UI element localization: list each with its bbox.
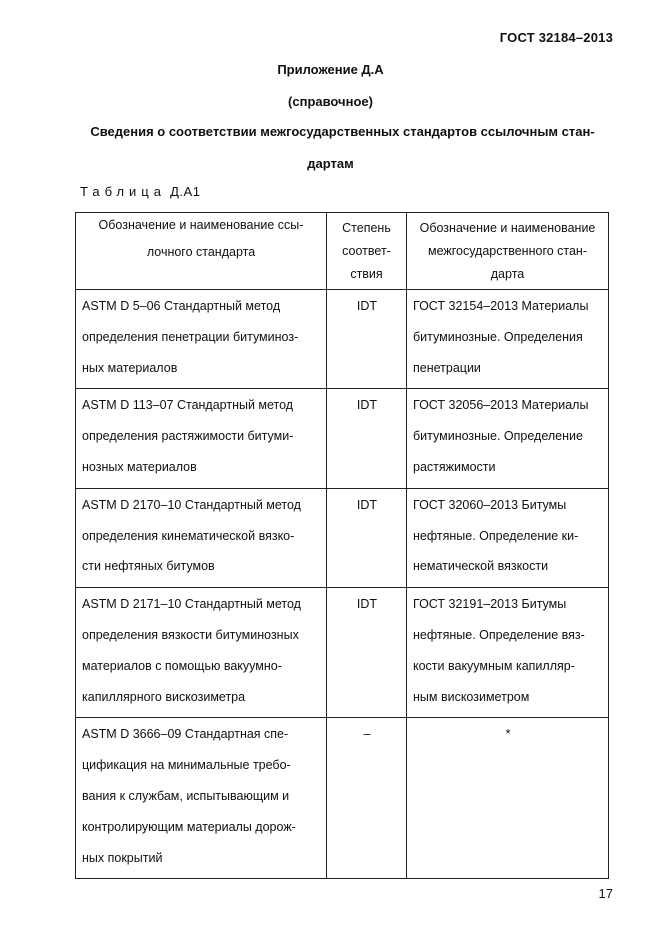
interstate-standard-cell xyxy=(407,488,609,587)
cell-line: пенетрации xyxy=(413,360,481,375)
cell-line: ных покрытий xyxy=(82,850,163,865)
header-line: дарта xyxy=(490,267,525,281)
table-row xyxy=(76,290,609,389)
header-reference-standard xyxy=(76,213,327,290)
header-line: соответ- xyxy=(342,244,391,258)
degree-cell: IDT xyxy=(327,488,407,587)
cell-line: нефтяные. Определение ки- xyxy=(413,528,579,543)
degree-cell: IDT xyxy=(327,389,407,488)
header-interstate-standard xyxy=(407,213,609,290)
cell-line: ГОСТ 32154–2013 Материалы xyxy=(413,299,589,313)
cell-line: кости вакуумным капилляр- xyxy=(413,658,575,673)
cell-line: материалов с помощью вакуумно- xyxy=(82,658,282,673)
table-row xyxy=(76,389,609,488)
reference-standard-cell xyxy=(76,488,327,587)
cell-line: ГОСТ 32056–2013 Материалы xyxy=(413,398,589,413)
interstate-standard-cell xyxy=(407,718,609,879)
cell-line: ASTM D 5–06 Стандартный метод xyxy=(82,299,281,313)
cell-line: ГОСТ 32060–2013 Битумы xyxy=(413,497,567,512)
appendix-title: Приложение Д.А xyxy=(277,62,384,77)
header-line: ствия xyxy=(350,267,383,281)
cell-line: нозных материалов xyxy=(82,459,197,474)
standards-correspondence-table xyxy=(75,212,609,879)
footnote-marker: * xyxy=(505,727,511,742)
cell-line: ASTM D 2171–10 Стандартный метод xyxy=(82,597,301,612)
degree-cell: IDT xyxy=(327,588,407,718)
cell-line: растяжимости xyxy=(413,459,496,474)
cell-line: цификация на минимальные требо- xyxy=(82,758,291,773)
cell-line: битуминозные. Определение xyxy=(413,429,583,444)
cell-line: ным вискозиметром xyxy=(413,689,530,704)
cell-line: капиллярного вискозиметра xyxy=(82,689,246,704)
cell-line: ASTM D 3666–09 Стандартная спе- xyxy=(82,727,289,742)
reference-standard-cell xyxy=(76,290,327,389)
degree-cell: – xyxy=(327,718,407,879)
cell-line: ных материалов xyxy=(82,360,178,375)
interstate-standard-cell xyxy=(407,290,609,389)
interstate-standard-cell xyxy=(407,588,609,718)
table-row xyxy=(76,588,609,718)
table-row xyxy=(76,718,609,879)
header-line: Степень xyxy=(342,221,391,235)
table-header-row xyxy=(76,213,609,290)
cell-line: определения пенетрации битуминоз- xyxy=(82,329,299,344)
cell-line: ASTM D 113–07 Стандартный метод xyxy=(82,398,294,413)
cell-line: вания к службам, испытывающим и xyxy=(82,788,290,803)
section-heading-line-2: дартам xyxy=(307,156,354,171)
header-line: лочного стандарта xyxy=(146,245,256,259)
cell-line: нефтяные. Определение вяз- xyxy=(413,627,585,642)
cell-line: нематической вязкости xyxy=(413,559,549,574)
appendix-subtitle: (справочное) xyxy=(288,94,373,109)
reference-standard-cell xyxy=(76,389,327,488)
section-heading-line-1: Сведения о соответствии межгосударственных стандартов ссылочным стан- xyxy=(90,124,595,139)
header-line: Обозначение и наименование xyxy=(419,221,596,235)
reference-standard-cell xyxy=(76,718,327,879)
header-degree xyxy=(327,213,407,290)
cell-line: сти нефтяных битумов xyxy=(82,559,215,574)
header-line: межгосударственного стан- xyxy=(427,244,588,258)
cell-line: битуминозные. Определения xyxy=(413,329,583,344)
table-caption-number: Д.А1 xyxy=(170,184,201,199)
interstate-standard-cell xyxy=(407,389,609,488)
cell-line: ГОСТ 32191–2013 Битумы xyxy=(413,597,567,612)
cell-line: ASTM D 2170–10 Стандартный метод xyxy=(82,497,301,512)
table-row xyxy=(76,488,609,587)
reference-standard-cell xyxy=(76,588,327,718)
degree-cell: IDT xyxy=(327,290,407,389)
cell-line: определения кинематической вязко- xyxy=(82,528,295,543)
document-code: ГОСТ 32184–2013 xyxy=(499,30,613,45)
table-caption xyxy=(80,184,200,199)
header-line: Обозначение и наименование ссы- xyxy=(98,218,304,232)
table-caption-word: Таблица xyxy=(80,184,166,199)
cell-line: определения вязкости битуминозных xyxy=(82,627,299,642)
page-number: 17 xyxy=(598,886,613,901)
cell-line: определения растяжимости битуми- xyxy=(82,429,294,444)
cell-line: контролирующим материалы дорож- xyxy=(82,819,296,834)
